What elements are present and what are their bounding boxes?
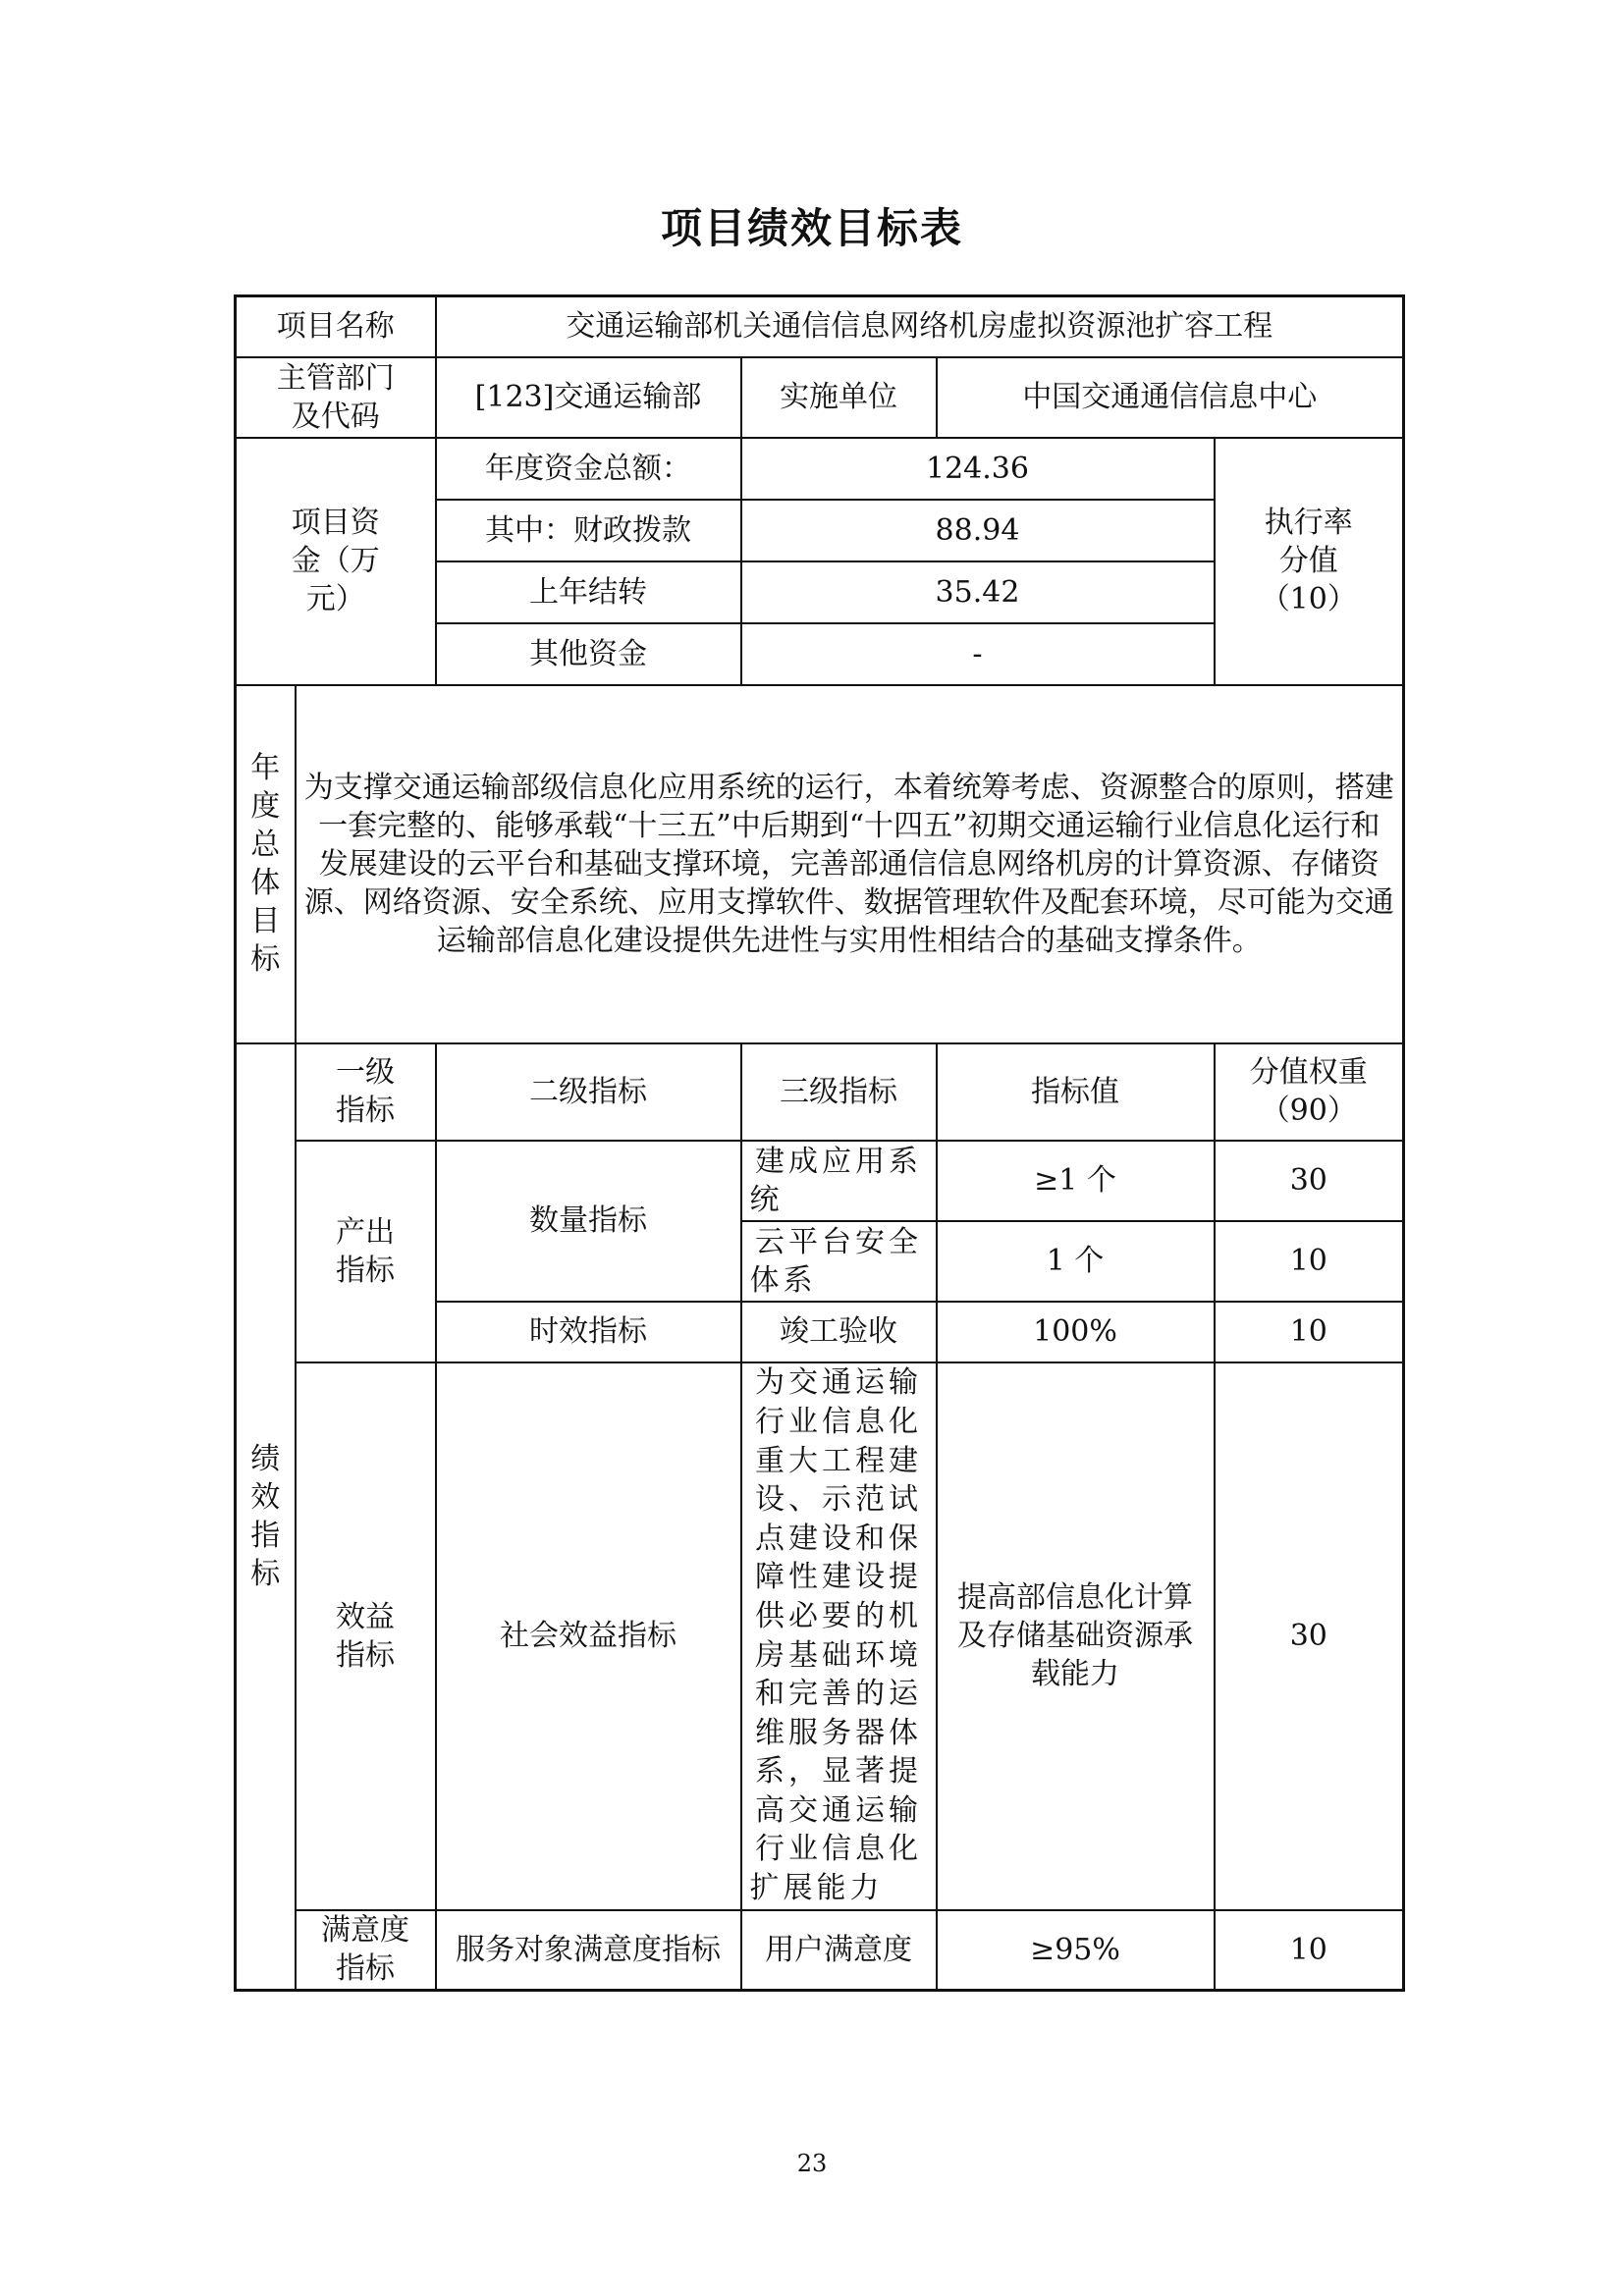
table-row (236, 1141, 1404, 1221)
table-row (236, 1362, 1404, 1910)
annual-goal-text: 为支撑交通运输部级信息化应用系统的运行，本着统筹考虑、资源整合的原则，搭建一套完整的、能够承载“十三五”中后期到“十四五”初期交通运输行业信息化运行和发展建设的云平台和基础支撑环境，完善部通信信息网络机房的计算资源、存储资源、网络资源、安全系统、应用支撑软件、数据管理软件及配套环境，尽可能为交通运输部信息化建设提供先进性与实用性相结合的基础支撑条件。 (296, 685, 1404, 1043)
header-level2: 二级指标 (436, 1043, 741, 1141)
row-annual-goal (236, 685, 1404, 1043)
row-project-name (236, 296, 1404, 357)
annual-goal-label-text: 年度总体目标 (250, 751, 281, 977)
page-number: 23 (796, 2150, 828, 2177)
funds-row-value: 35.42 (741, 561, 1215, 623)
indicator-value: ≥95% (937, 1910, 1215, 1991)
header-level1: 一级指标 (296, 1043, 436, 1141)
indicator-value: ≥1 个 (937, 1141, 1215, 1221)
header-weight: 分值权重（90） (1215, 1043, 1404, 1141)
indicator-weight: 10 (1215, 1302, 1404, 1362)
funds-row-value: - (741, 623, 1215, 685)
row-department (236, 357, 1404, 438)
row-indicator-headers (236, 1043, 1404, 1141)
project-name-label: 项目名称 (236, 296, 436, 357)
quantity-indicator-label: 数量指标 (436, 1141, 741, 1302)
time-indicator-label: 时效指标 (436, 1302, 741, 1362)
indicators-section-label (236, 1043, 296, 1991)
row-funds-1 (236, 438, 1404, 500)
level3-name: 竣工验收 (741, 1302, 937, 1362)
output-indicator-label: 产出指标 (296, 1141, 436, 1362)
impl-label: 实施单位 (741, 357, 937, 438)
funds-row-label: 其中：财政拨款 (436, 500, 741, 561)
performance-table (234, 294, 1405, 1992)
annual-goal-label (236, 685, 296, 1043)
funds-row-label: 其他资金 (436, 623, 741, 685)
indicators-section-label-text: 绩效指标 (250, 1441, 281, 1591)
benefit-indicator-label: 效益指标 (296, 1362, 436, 1910)
indicator-weight: 10 (1215, 1910, 1404, 1991)
indicator-value: 100% (937, 1302, 1215, 1362)
funds-row-label: 上年结转 (436, 561, 741, 623)
table-row (236, 1910, 1404, 1991)
service-satisfaction-label: 服务对象满意度指标 (436, 1910, 741, 1991)
header-level3: 三级指标 (741, 1043, 937, 1141)
project-name-value: 交通运输部机关通信信息网络机房虚拟资源池扩容工程 (436, 296, 1404, 357)
dept-value: [123]交通运输部 (436, 357, 741, 438)
social-benefit-label: 社会效益指标 (436, 1362, 741, 1910)
header-value: 指标值 (937, 1043, 1215, 1141)
dept-label: 主管部门及代码 (236, 357, 436, 438)
indicator-weight: 30 (1215, 1362, 1404, 1910)
satisfaction-indicator-label: 满意度指标 (296, 1910, 436, 1991)
funds-label: 项目资金（万元） (236, 438, 436, 685)
funds-row-value: 124.36 (741, 438, 1215, 500)
indicator-value: 1 个 (937, 1221, 1215, 1302)
exec-rate-score-label: 执行率分值（10） (1215, 438, 1404, 685)
level3-name: 用户满意度 (741, 1910, 937, 1991)
level3-name: 为交通运输行业信息化重大工程建设、示范试点建设和保障性建设提供必要的机房基础环境和完善的运维服务器体系，显著提高交通运输行业信息化扩展能力 (741, 1362, 937, 1910)
impl-value: 中国交通通信信息中心 (937, 357, 1404, 438)
level3-name: 云平台安全体系 (741, 1221, 937, 1302)
indicator-weight: 10 (1215, 1221, 1404, 1302)
indicator-value: 提高部信息化计算及存储基础资源承载能力 (937, 1362, 1215, 1910)
indicator-weight: 30 (1215, 1141, 1404, 1221)
level3-name: 建成应用系统 (741, 1141, 937, 1221)
funds-row-label: 年度资金总额： (436, 438, 741, 500)
page-title: 项目绩效目标表 (660, 204, 963, 252)
funds-row-value: 88.94 (741, 500, 1215, 561)
